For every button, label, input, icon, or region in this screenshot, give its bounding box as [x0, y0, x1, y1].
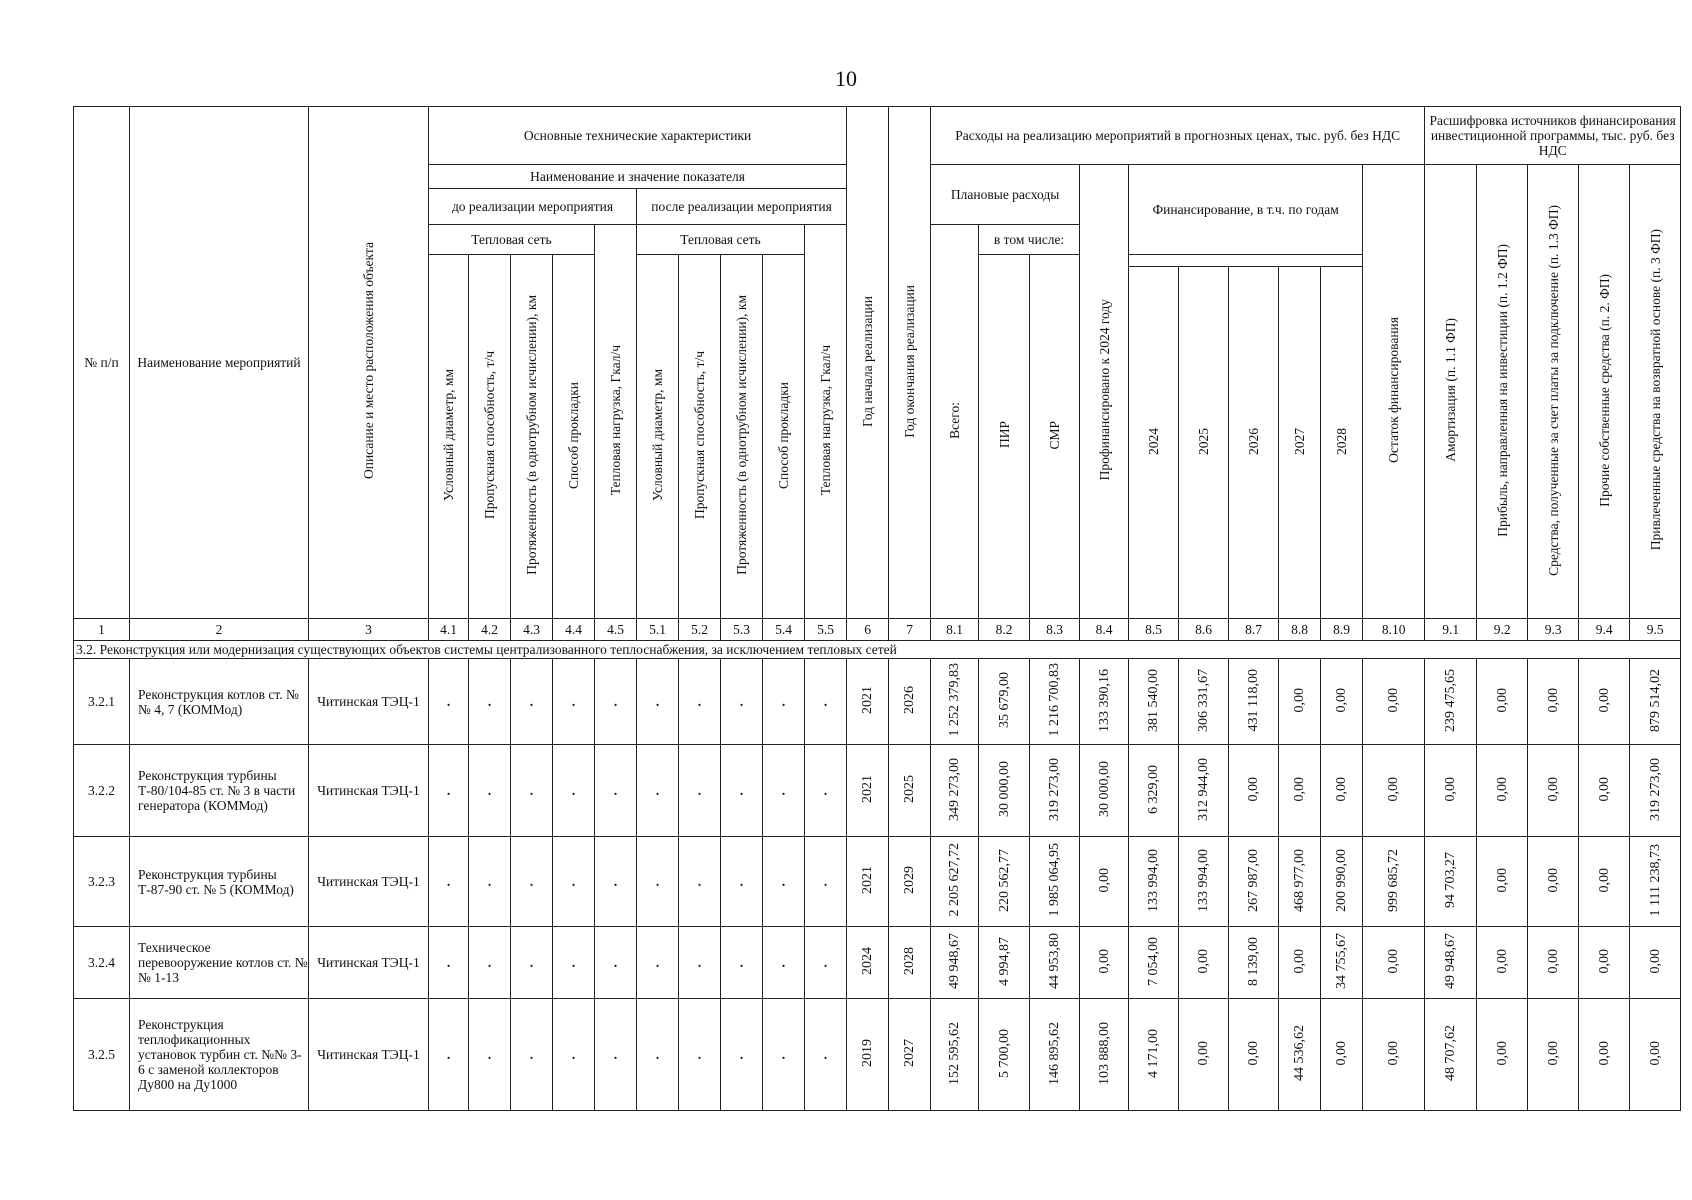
hdr-year-start: Год начала реализации	[847, 107, 889, 619]
empty-indicator: .	[721, 745, 763, 837]
empty-indicator: .	[511, 659, 553, 745]
row-pir: 4 994,87	[979, 927, 1030, 999]
row-num: 3.2.4	[74, 927, 130, 999]
row-y2026: 267 987,00	[1229, 837, 1279, 927]
table-row	[74, 927, 1681, 999]
hdr-expenses: Расходы на реализацию мероприятий в прогнозных ценах, тыс. руб. без НДС	[931, 107, 1425, 165]
column-number: 8.5	[1129, 619, 1179, 641]
hdr-capacity: Пропускная способность, т/ч	[469, 255, 511, 619]
empty-indicator: .	[805, 837, 847, 927]
row-total: 152 595,62	[931, 999, 979, 1111]
row-amort: 94 703,27	[1425, 837, 1477, 927]
row-pir: 5 700,00	[979, 999, 1030, 1111]
hdr-length2: Протяженность (в однотрубном исчислении), км	[721, 255, 763, 619]
column-number: 8.10	[1363, 619, 1425, 641]
empty-indicator: .	[595, 659, 637, 745]
row-y2025: 0,00	[1179, 999, 1229, 1111]
column-number: 8.2	[979, 619, 1030, 641]
row-y2028: 0,00	[1321, 745, 1363, 837]
column-number: 9.5	[1630, 619, 1681, 641]
row-amort: 49 948,67	[1425, 927, 1477, 999]
empty-indicator: .	[553, 659, 595, 745]
column-number: 8.9	[1321, 619, 1363, 641]
row-pre: 0,00	[1080, 837, 1129, 927]
hdr-diameter2: Условный диаметр, мм	[637, 255, 679, 619]
empty-indicator: .	[595, 927, 637, 999]
table-row	[74, 659, 1681, 745]
row-borrowed: 319 273,00	[1630, 745, 1681, 837]
empty-indicator: .	[595, 837, 637, 927]
empty-indicator: .	[679, 999, 721, 1111]
row-y2027: 0,00	[1279, 659, 1321, 745]
row-amort: 239 475,65	[1425, 659, 1477, 745]
empty-indicator: .	[553, 837, 595, 927]
row-own: 0,00	[1579, 999, 1630, 1111]
hdr-including: в том числе:	[979, 225, 1080, 255]
hdr-num: № п/п	[74, 107, 130, 619]
investment-program-table	[73, 106, 1681, 1111]
empty-indicator: .	[721, 927, 763, 999]
hdr-sources: Расшифровка источников финансирования инвестиционной программы, тыс. руб. без НДС	[1425, 107, 1681, 165]
row-smr: 319 273,00	[1030, 745, 1080, 837]
empty-indicator: .	[763, 927, 805, 999]
row-y2026: 431 118,00	[1229, 659, 1279, 745]
row-total: 49 948,67	[931, 927, 979, 999]
row-borrowed: 1 111 238,73	[1630, 837, 1681, 927]
row-conn: 0,00	[1528, 659, 1579, 745]
column-number: 8.4	[1080, 619, 1129, 641]
hdr-after: после реализации мероприятия	[637, 189, 847, 225]
row-num: 3.2.2	[74, 745, 130, 837]
row-y2028: 34 755,67	[1321, 927, 1363, 999]
row-y2024: 133 994,00	[1129, 837, 1179, 927]
hdr-prefinanced: Профинансировано к 2024 году	[1080, 165, 1129, 619]
row-end: 2025	[889, 745, 931, 837]
row-smr: 1 985 064,95	[1030, 837, 1080, 927]
hdr-tech: Основные технические характеристики	[429, 107, 847, 165]
empty-indicator: .	[637, 745, 679, 837]
empty-indicator: .	[511, 837, 553, 927]
column-number: 2	[130, 619, 309, 641]
row-borrowed: 0,00	[1630, 999, 1681, 1111]
empty-indicator: .	[595, 999, 637, 1111]
row-amort: 0,00	[1425, 745, 1477, 837]
hdr-load2: Тепловая нагрузка, Гкал/ч	[805, 225, 847, 619]
row-conn: 0,00	[1528, 745, 1579, 837]
row-y2027: 468 977,00	[1279, 837, 1321, 927]
hdr-2027: 2027	[1279, 267, 1321, 619]
table-row	[74, 837, 1681, 927]
column-number: 4.1	[429, 619, 469, 641]
row-borrowed: 879 514,02	[1630, 659, 1681, 745]
hdr-borrowed: Привлеченные средства на возвратной основе (п. 3 ФП)	[1630, 165, 1681, 619]
row-smr: 44 953,80	[1030, 927, 1080, 999]
row-location: Читинская ТЭЦ-1	[309, 745, 429, 837]
row-pir: 30 000,00	[979, 745, 1030, 837]
row-y2024: 4 171,00	[1129, 999, 1179, 1111]
row-start: 2021	[847, 659, 889, 745]
empty-indicator: .	[511, 999, 553, 1111]
empty-indicator: .	[763, 745, 805, 837]
column-number: 5.1	[637, 619, 679, 641]
empty-indicator: .	[511, 745, 553, 837]
column-number: 6	[847, 619, 889, 641]
hdr-2026: 2026	[1229, 267, 1279, 619]
hdr-network-after: Тепловая сеть	[637, 225, 805, 255]
hdr-laying2: Способ прокладки	[763, 255, 805, 619]
row-end: 2028	[889, 927, 931, 999]
row-rem: 0,00	[1363, 659, 1425, 745]
empty-indicator: .	[595, 745, 637, 837]
row-name: Реконструкция турбины Т-80/104-85 ст. № 3 в части генератора (КОММод)	[130, 745, 309, 837]
row-amort: 48 707,62	[1425, 999, 1477, 1111]
column-number: 9.2	[1477, 619, 1528, 641]
row-start: 2024	[847, 927, 889, 999]
row-y2024: 7 054,00	[1129, 927, 1179, 999]
column-number: 8.1	[931, 619, 979, 641]
hdr-planned: Плановые расходы	[931, 165, 1080, 225]
hdr-name: Наименование мероприятий	[130, 107, 309, 619]
empty-indicator: .	[429, 927, 469, 999]
row-y2027: 0,00	[1279, 745, 1321, 837]
row-y2024: 6 329,00	[1129, 745, 1179, 837]
empty-indicator: .	[805, 659, 847, 745]
column-number: 9.3	[1528, 619, 1579, 641]
row-end: 2029	[889, 837, 931, 927]
row-rem: 0,00	[1363, 927, 1425, 999]
page-number: 10	[835, 66, 857, 91]
empty-indicator: .	[637, 659, 679, 745]
empty-indicator: .	[469, 999, 511, 1111]
column-number: 8.8	[1279, 619, 1321, 641]
table-row	[74, 999, 1681, 1111]
row-conn: 0,00	[1528, 999, 1579, 1111]
row-total: 349 273,00	[931, 745, 979, 837]
empty-indicator: .	[721, 659, 763, 745]
empty-indicator: .	[805, 999, 847, 1111]
row-conn: 0,00	[1528, 837, 1579, 927]
row-num: 3.2.1	[74, 659, 130, 745]
row-pre: 30 000,00	[1080, 745, 1129, 837]
empty-indicator: .	[469, 837, 511, 927]
empty-indicator: .	[763, 999, 805, 1111]
row-y2026: 8 139,00	[1229, 927, 1279, 999]
column-number: 5.4	[763, 619, 805, 641]
row-name: Техническое перевооружение котлов ст. №№ 1-13	[130, 927, 309, 999]
column-number: 4.5	[595, 619, 637, 641]
row-total: 2 205 627,72	[931, 837, 979, 927]
column-number: 5.2	[679, 619, 721, 641]
row-own: 0,00	[1579, 927, 1630, 999]
column-number: 3	[309, 619, 429, 641]
row-profit: 0,00	[1477, 999, 1528, 1111]
empty-indicator: .	[469, 659, 511, 745]
empty-indicator: .	[429, 659, 469, 745]
column-number: 4.3	[511, 619, 553, 641]
table-row	[74, 745, 1681, 837]
column-number: 5.3	[721, 619, 763, 641]
row-location: Читинская ТЭЦ-1	[309, 837, 429, 927]
column-number: 5.5	[805, 619, 847, 641]
row-profit: 0,00	[1477, 927, 1528, 999]
row-y2028: 0,00	[1321, 999, 1363, 1111]
row-start: 2021	[847, 837, 889, 927]
hdr-laying: Способ прокладки	[553, 255, 595, 619]
row-own: 0,00	[1579, 659, 1630, 745]
row-rem: 999 685,72	[1363, 837, 1425, 927]
row-y2026: 0,00	[1229, 745, 1279, 837]
row-borrowed: 0,00	[1630, 927, 1681, 999]
empty-indicator: .	[721, 999, 763, 1111]
column-number: 4.4	[553, 619, 595, 641]
column-number: 7	[889, 619, 931, 641]
row-total: 1 252 379,83	[931, 659, 979, 745]
column-number: 9.1	[1425, 619, 1477, 641]
column-number: 4.2	[469, 619, 511, 641]
empty-indicator: .	[429, 999, 469, 1111]
hdr-amort: Амортизация (п. 1.1 ФП)	[1425, 165, 1477, 619]
row-pre: 133 390,16	[1080, 659, 1129, 745]
row-start: 2019	[847, 999, 889, 1111]
row-y2028: 200 990,00	[1321, 837, 1363, 927]
column-number: 9.4	[1579, 619, 1630, 641]
row-profit: 0,00	[1477, 837, 1528, 927]
empty-indicator: .	[469, 927, 511, 999]
row-y2024: 381 540,00	[1129, 659, 1179, 745]
column-number: 8.7	[1229, 619, 1279, 641]
empty-indicator: .	[679, 927, 721, 999]
section-title: 3.2. Реконструкция или модернизация существующих объектов системы централизованного теплоснабжения, за исключением тепловых сетей	[74, 641, 1681, 659]
hdr-indicator: Наименование и значение показателя	[429, 165, 847, 189]
empty-indicator: .	[553, 999, 595, 1111]
hdr-load: Тепловая нагрузка, Гкал/ч	[595, 225, 637, 619]
column-numbers-row	[74, 619, 1681, 641]
row-pre: 0,00	[1080, 927, 1129, 999]
row-rem: 0,00	[1363, 745, 1425, 837]
row-y2025: 0,00	[1179, 927, 1229, 999]
hdr-year-end: Год окончания реализации	[889, 107, 931, 619]
empty-indicator: .	[805, 927, 847, 999]
row-location: Читинская ТЭЦ-1	[309, 659, 429, 745]
empty-indicator: .	[763, 659, 805, 745]
hdr-smr: СМР	[1030, 255, 1080, 619]
column-number: 8.3	[1030, 619, 1080, 641]
row-rem: 0,00	[1363, 999, 1425, 1111]
row-name: Реконструкция котлов ст. №№ 4, 7 (КОММод)	[130, 659, 309, 745]
hdr-pir: ПИР	[979, 255, 1030, 619]
empty-indicator: .	[805, 745, 847, 837]
hdr-total: Всего:	[931, 225, 979, 619]
row-y2026: 0,00	[1229, 999, 1279, 1111]
row-y2025: 133 994,00	[1179, 837, 1229, 927]
empty-indicator: .	[763, 837, 805, 927]
row-y2027: 0,00	[1279, 927, 1321, 999]
hdr-2024: 2024	[1129, 267, 1179, 619]
empty-indicator: .	[553, 745, 595, 837]
row-name: Реконструкция теплофикационных установок турбин ст. №№ 3-6 с заменой коллекторов Ду800 на Ду1000	[130, 999, 309, 1111]
hdr-capacity2: Пропускная способность, т/ч	[679, 255, 721, 619]
empty-indicator: .	[679, 659, 721, 745]
empty-indicator: .	[637, 999, 679, 1111]
empty-indicator: .	[679, 745, 721, 837]
empty-indicator: .	[429, 837, 469, 927]
row-pir: 220 562,77	[979, 837, 1030, 927]
row-location: Читинская ТЭЦ-1	[309, 999, 429, 1111]
hdr-2028: 2028	[1321, 267, 1363, 619]
row-location: Читинская ТЭЦ-1	[309, 927, 429, 999]
row-num: 3.2.5	[74, 999, 130, 1111]
empty-indicator: .	[637, 927, 679, 999]
row-smr: 1 216 700,83	[1030, 659, 1080, 745]
row-profit: 0,00	[1477, 745, 1528, 837]
empty-indicator: .	[511, 927, 553, 999]
row-own: 0,00	[1579, 837, 1630, 927]
row-y2028: 0,00	[1321, 659, 1363, 745]
hdr-remaining: Остаток финансирования	[1363, 165, 1425, 619]
empty-indicator: .	[553, 927, 595, 999]
empty-indicator: .	[721, 837, 763, 927]
empty-indicator: .	[637, 837, 679, 927]
row-profit: 0,00	[1477, 659, 1528, 745]
row-start: 2021	[847, 745, 889, 837]
row-num: 3.2.3	[74, 837, 130, 927]
empty-indicator: .	[469, 745, 511, 837]
row-own: 0,00	[1579, 745, 1630, 837]
hdr-2025: 2025	[1179, 267, 1229, 619]
row-end: 2027	[889, 999, 931, 1111]
row-pre: 103 888,00	[1080, 999, 1129, 1111]
hdr-before: до реализации мероприятия	[429, 189, 637, 225]
column-number: 8.6	[1179, 619, 1229, 641]
hdr-diameter: Условный диаметр, мм	[429, 255, 469, 619]
hdr-length: Протяженность (в однотрубном исчислении), км	[511, 255, 553, 619]
row-smr: 146 895,62	[1030, 999, 1080, 1111]
row-name: Реконструкция турбины Т-87-90 ст. № 5 (КОММод)	[130, 837, 309, 927]
row-y2027: 44 536,62	[1279, 999, 1321, 1111]
hdr-own: Прочие собственные средства (п. 2. ФП)	[1579, 165, 1630, 619]
hdr-financing: Финансирование, в т.ч. по годам	[1129, 165, 1363, 255]
column-number: 1	[74, 619, 130, 641]
empty-indicator: .	[679, 837, 721, 927]
row-y2025: 306 331,67	[1179, 659, 1229, 745]
row-pir: 35 679,00	[979, 659, 1030, 745]
hdr-profit: Прибыль, направленная на инвестиции (п. 1.2 ФП)	[1477, 165, 1528, 619]
row-y2025: 312 944,00	[1179, 745, 1229, 837]
empty-indicator: .	[429, 745, 469, 837]
hdr-network-before: Тепловая сеть	[429, 225, 595, 255]
hdr-connection: Средства, полученные за счет платы за подключение (п. 1.3 ФП)	[1528, 165, 1579, 619]
hdr-description: Описание и место расположения объекта	[309, 107, 429, 619]
row-conn: 0,00	[1528, 927, 1579, 999]
row-end: 2026	[889, 659, 931, 745]
